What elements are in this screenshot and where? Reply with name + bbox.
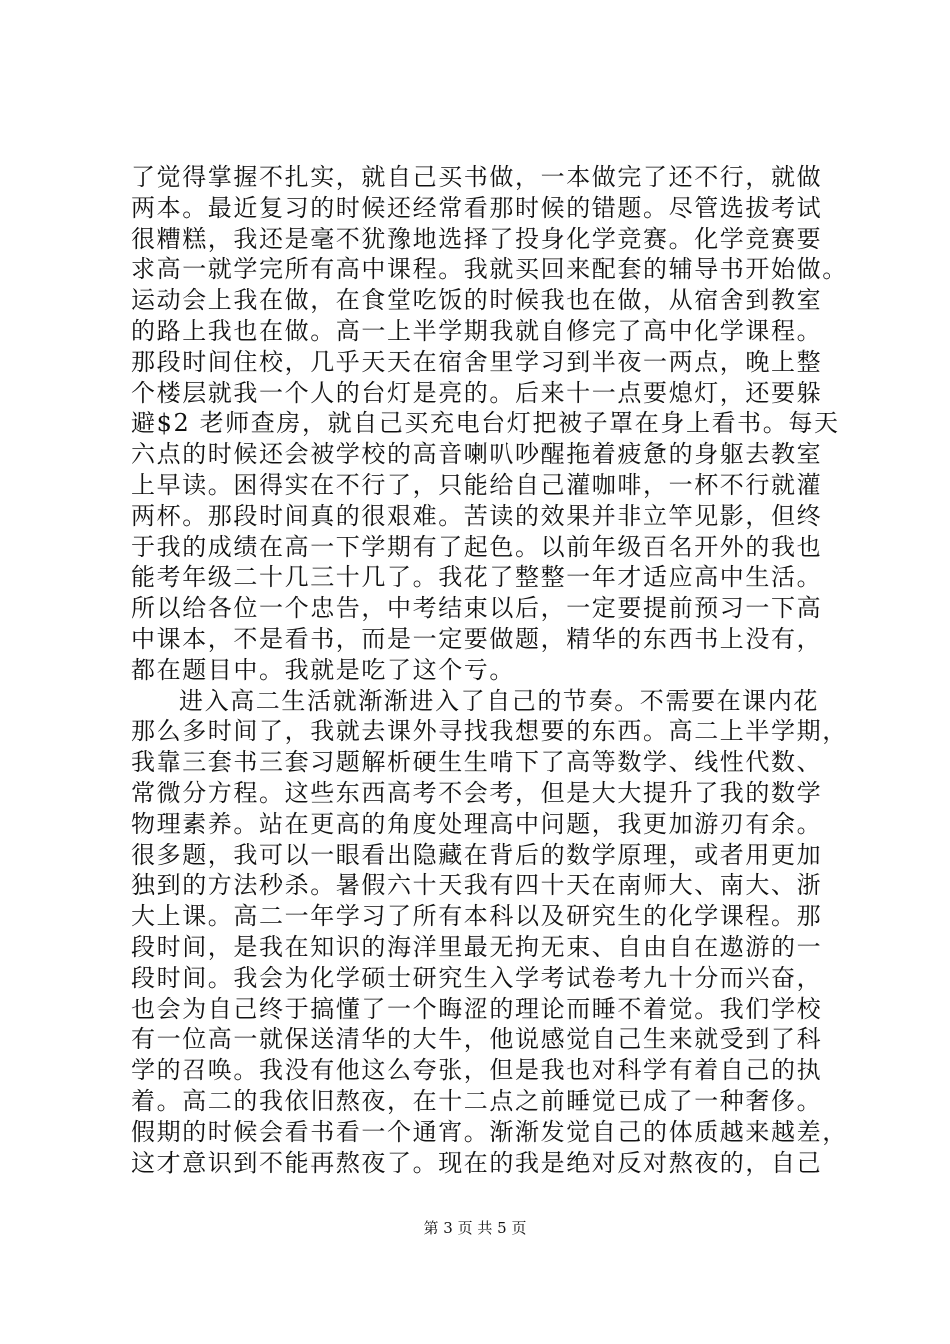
text-line: 很多题，我可以一眼看出隐藏在背后的数学原理，或者用更加 xyxy=(131,840,823,869)
text-line: 运动会上我在做，在食堂吃饭的时候我也在做，从宿舍到教室 xyxy=(131,286,823,315)
text-line: 学的召唤。我没有他这么夸张，但是我也对科学有着自己的执 xyxy=(131,1056,823,1085)
page-number-footer: 第 3 页 共 5 页 xyxy=(423,1219,527,1237)
body-text xyxy=(131,162,848,1178)
text-line: 的路上我也在做。高一上半学期我就自修完了高中化学课程。 xyxy=(131,316,823,345)
text-line: 于我的成绩在高一下学期有了起色。以前年级百名开外的我也 xyxy=(131,532,823,561)
text-line: 个楼层就我一个人的台灯是亮的。后来十一点要熄灯，还要躲 xyxy=(131,378,823,407)
text-line: 我靠三套书三套习题解析硬生生啃下了高等数学、线性代数、 xyxy=(131,748,823,777)
text-line: 假期的时候会看书看一个通宵。渐渐发觉自己的体质越来越差， xyxy=(131,1117,848,1146)
text-line: 常微分方程。这些东西高考不会考，但是大大提升了我的数学 xyxy=(131,778,823,807)
text-line: 两本。最近复习的时候还经常看那时候的错题。尽管选拔考试 xyxy=(131,193,823,222)
text-line: 六点的时候还会被学校的高音喇叭吵醒拖着疲惫的身躯去教室 xyxy=(131,440,823,469)
text-line: 两杯。那段时间真的很艰难。苦读的效果并非立竿见影，但终 xyxy=(131,501,823,530)
text-line: 很糟糕，我还是毫不犹豫地选择了投身化学竞赛。化学竞赛要 xyxy=(131,224,823,253)
text-line: 这才意识到不能再熬夜了。现在的我是绝对反对熬夜的，自己 xyxy=(131,1148,823,1177)
text-line: 所以给各位一个忠告，中考结束以后，一定要提前预习一下高 xyxy=(131,594,823,623)
text-line: 独到的方法秒杀。暑假六十天我有四十天在南师大、南大、浙 xyxy=(131,871,823,900)
text-line: 上早读。困得实在不行了，只能给自己灌咖啡，一杯不行就灌 xyxy=(131,470,823,499)
text-line: 都在题目中。我就是吃了这个亏。 xyxy=(131,655,515,684)
text-line: 有一位高一就保送清华的大牛，他说感觉自己生来就受到了科 xyxy=(131,1025,823,1054)
text-line: 也会为自己终于搞懂了一个晦涩的理论而睡不着觉。我们学校 xyxy=(131,994,823,1023)
text-line: 避$2 老师查房，就自己买充电台灯把被子罩在身上看书。每天 xyxy=(131,409,840,438)
text-line: 那么多时间了，我就去课外寻找我想要的东西。高二上半学期， xyxy=(131,717,848,746)
text-line: 着。高二的我依旧熬夜，在十二点之前睡觉已成了一种奢侈。 xyxy=(131,1086,823,1115)
text-line: 求高一就学完所有高中课程。我就买回来配套的辅导书开始做。 xyxy=(131,255,848,284)
text-line: 段时间，是我在知识的海洋里最无拘无束、自由自在遨游的一 xyxy=(131,932,823,961)
paragraph-start-line: 进入高二生活就渐渐进入了自己的节奏。不需要在课内花 xyxy=(179,686,819,715)
text-line: 能考年级二十几三十几了。我花了整整一年才适应高中生活。 xyxy=(131,563,823,592)
text-line: 段时间。我会为化学硕士研究生入学考试卷考九十分而兴奋， xyxy=(131,963,823,992)
text-line: 了觉得掌握不扎实，就自己买书做，一本做完了还不行，就做 xyxy=(131,163,823,191)
text-line: 那段时间住校，几乎天天在宿舍里学习到半夜一两点，晚上整 xyxy=(131,347,823,376)
text-line: 物理素养。站在更高的角度处理高中问题，我更加游刃有余。 xyxy=(131,809,823,838)
text-line: 中课本，不是看书，而是一定要做题，精华的东西书上没有， xyxy=(131,624,823,653)
text-line: 大上课。高二一年学习了所有本科以及研究生的化学课程。那 xyxy=(131,902,823,931)
